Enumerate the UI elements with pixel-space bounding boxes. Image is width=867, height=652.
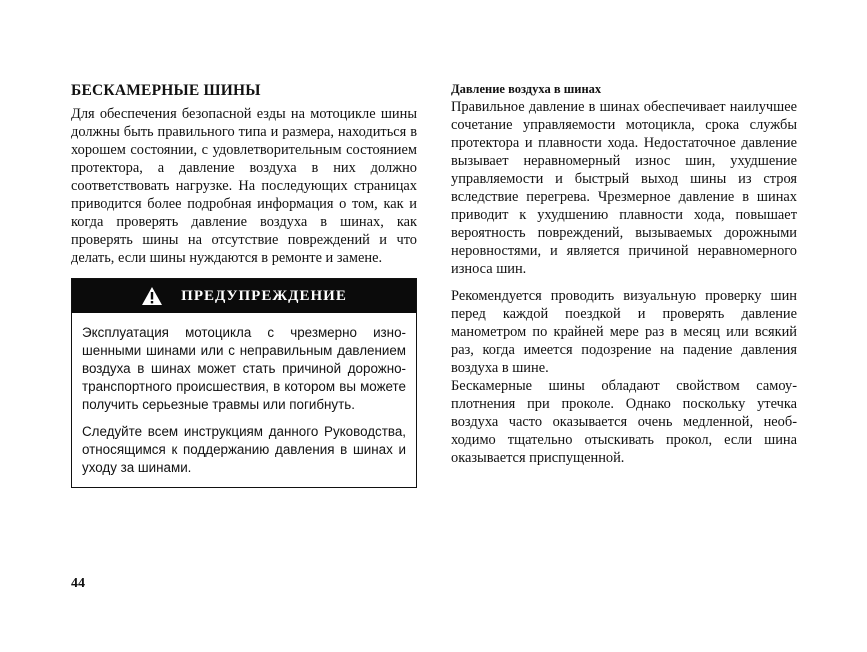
subsection-title: Давление воздуха в шинах: [451, 82, 602, 96]
warning-title: ПРЕДУПРЕЖДЕНИЕ: [181, 287, 347, 304]
page-number: 44: [71, 576, 85, 591]
warning-body: [72, 313, 416, 487]
warning-triangle-icon: [141, 286, 163, 306]
pressure-paragraph: Правильное давление в шинах обеспечивает наилучшее сочетание управляемости мотоцикла, срока службы протектора и плавности хода. Недостаточное давление вызывает неравномерный износ шин, ухудшение управляемости и быстрый выход шины из строя вследствие перегрева. Чрезмерное давление в шинах приводит к ухудшению плавности хода, повышает вероятность повреждений, вызываемых дорожными неровностями, и является причиной неравномерного износа шин.: [451, 99, 797, 277]
warning-text-1: Эксплуатация мотоцикла с чрезмерно изношенными шинами или с неправильным давлением воздуха в шинах может стать причиной дорожно-транспортного происшествия, в котором вы можете получить серьезные травмы или погибнуть.: [82, 325, 406, 412]
right-column: [451, 82, 797, 467]
section-title: БЕСКАМЕРНЫЕ ШИНЫ: [71, 82, 261, 99]
intro-paragraph: Для обеспечения безопасной езды на мотоцикле шины должны быть правильного типа и размера, находиться в хорошем состоянии, с удовлетворительным состоянием протектора, а давление воздуха в них должно соответствовать нагрузке. На последующих страницах приводится более подробная информация о том, как и когда проверять давление воздуха в шинах, как проверять шины на отсутствие повреждений и что делать, если шины нуждаются в ремонте и замене.: [71, 106, 417, 266]
warning-header: [72, 279, 416, 313]
inspection-paragraph: Рекомендуется проводить визуальную проверку шин перед каждой поездкой и проверять давление манометром по крайней мере раз в месяц или всякий раз, когда имеется подозрение на падение давления воздуха в шине.: [451, 288, 797, 376]
warning-box: [71, 278, 417, 488]
tubeless-paragraph: Бескамерные шины обладают свойством самоуплотнения при проколе. Однако поскольку утечка воздуха часто оказывается очень медленной, необходимо тщательно отыскивать прокол, если шина оказывается приспущенной.: [451, 378, 797, 466]
warning-text-2: Следуйте всем инструкциям данного Руководства, относящимся к поддержанию давления в шинах и уходу за шинами.: [82, 424, 406, 475]
left-column: [71, 82, 417, 488]
